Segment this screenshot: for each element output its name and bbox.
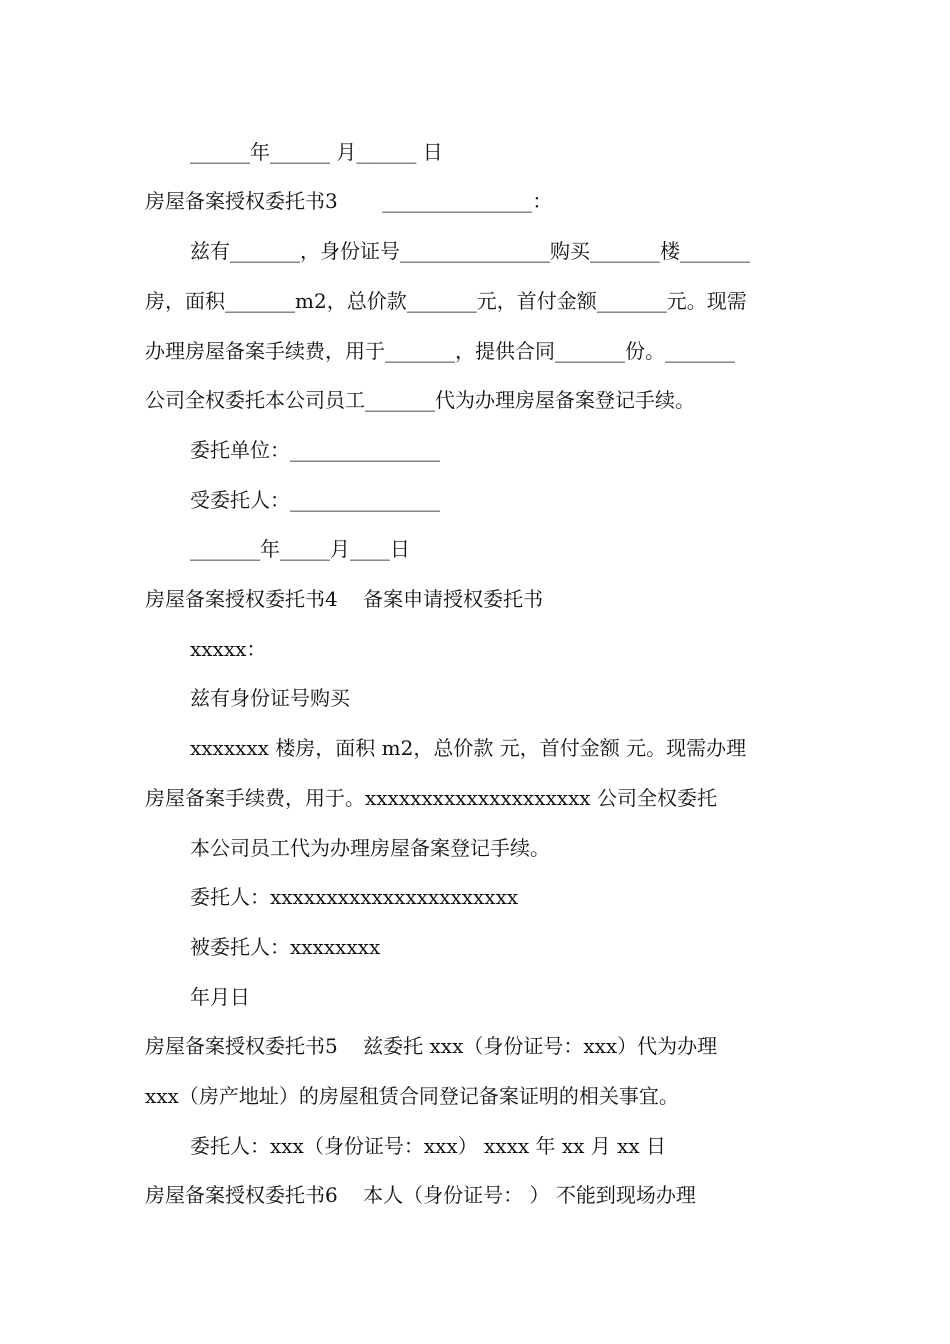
paragraph-line: xxx（房产地址）的房屋租赁合同登记备案证明的相关事宜。 — [145, 1084, 679, 1108]
agent-line: 被委托人：xxxxxxxx — [190, 935, 381, 959]
section-title-3: 房屋备案授权委托书3 _______________： — [145, 189, 553, 213]
paragraph-line: 兹有_______，身份证号_______________购买_______楼_______ — [190, 239, 750, 263]
paragraph-line: 本公司员工代为办理房屋备案登记手续。 — [190, 836, 550, 860]
date-line-1: ______年______ 月______ 日 — [190, 140, 443, 164]
paragraph-line: 办理房屋备案手续费，用于_______，提供合同_______份。_______ — [145, 339, 735, 363]
paragraph-line: xxxxxxx 楼房，面积 m2，总价款 元，首付金额 元。现需办理 — [190, 736, 747, 760]
paragraph-line: 房，面积_______m2，总价款_______元，首付金额_______元。现需 — [145, 289, 747, 313]
paragraph-line: 房屋备案手续费，用于。xxxxxxxxxxxxxxxxxxxx 公司全权委托 — [145, 786, 717, 810]
entrusting-unit-line: 委托单位：_______________ — [190, 438, 440, 462]
date-line-3: 年月日 — [190, 985, 250, 1009]
paragraph-line: 兹有身份证号购买 — [190, 686, 350, 710]
section-title-4: 房屋备案授权委托书4 备案申请授权委托书 — [145, 587, 544, 611]
section-title-5: 房屋备案授权委托书5 兹委托 xxx（身份证号：xxx）代为办理 — [145, 1034, 718, 1058]
date-line-2: _______年_____月____日 — [190, 537, 410, 561]
trustee-line: 受委托人：_______________ — [190, 488, 440, 512]
addressee-line: xxxxx： — [190, 637, 267, 661]
paragraph-line: 公司全权委托本公司员工_______代为办理房屋备案登记手续。 — [145, 388, 695, 412]
principal-line: 委托人：xxxxxxxxxxxxxxxxxxxxxx — [190, 885, 519, 909]
section-title-6: 房屋备案授权委托书6 本人（身份证号： ） 不能到现场办理 — [145, 1183, 696, 1207]
principal-date-line: 委托人：xxx（身份证号：xxx） xxxx 年 xx 月 xx 日 — [190, 1134, 667, 1158]
